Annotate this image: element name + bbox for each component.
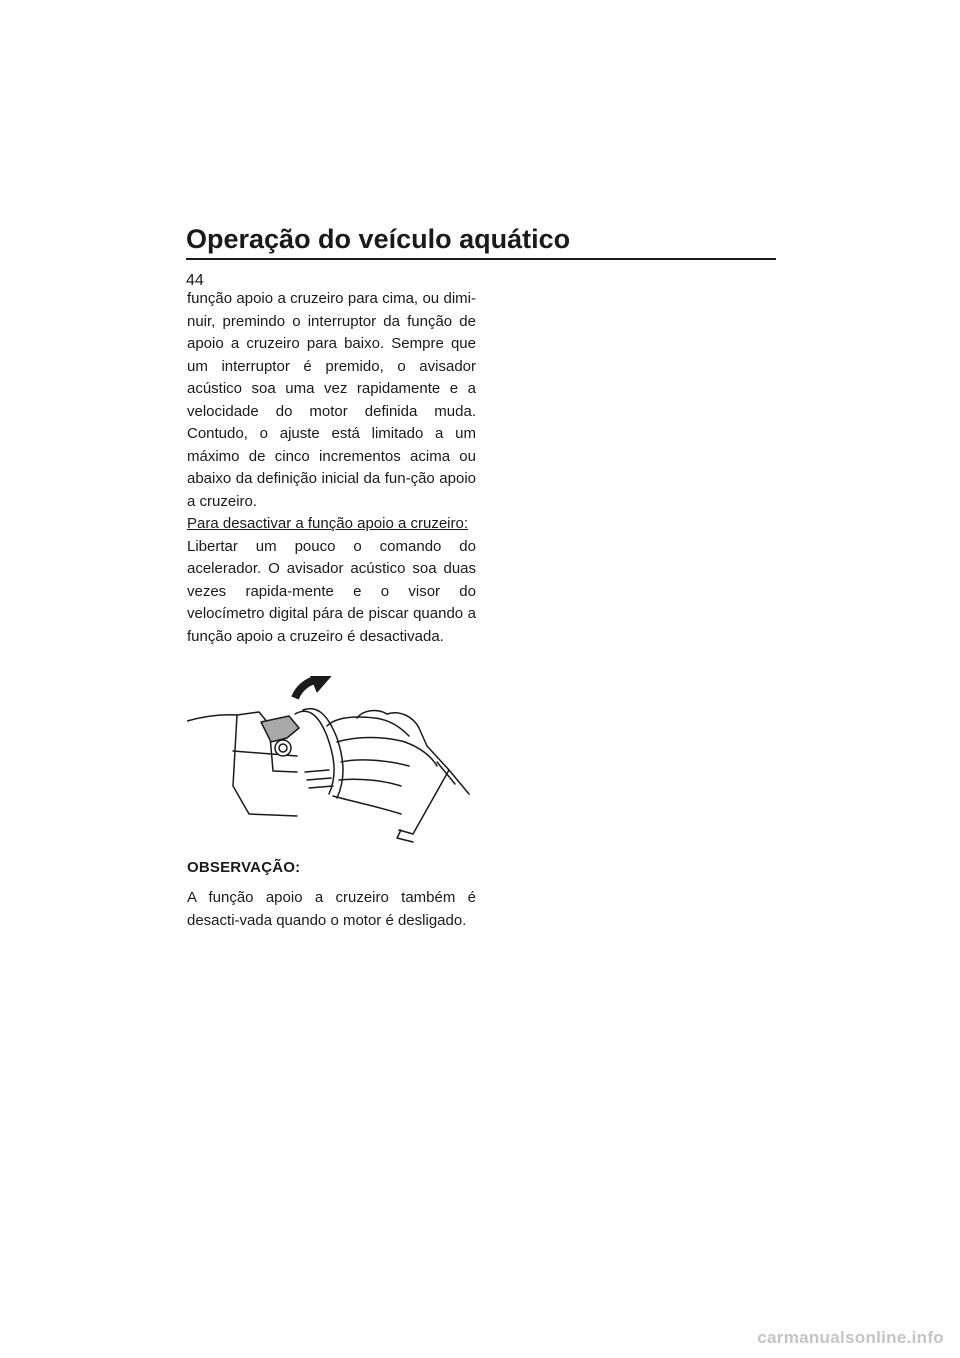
hand-releasing-throttle-lever-illustration — [187, 676, 476, 846]
body-paragraph-1: função apoio a cruzeiro para cima, ou dimi-nuir, premindo o interruptor da função de apoio a cruzeiro para baixo. Sempre que um interruptor é premido, o avisador acústico soa uma vez rapidamente e a velocidade do motor definida muda. Contudo, o ajuste está limitado a um máximo de cinco incrementos acima ou abaixo da definição inicial da fun-ção apoio a cruzeiro. — [187, 290, 476, 510]
section-subheading: Para desactivar a função apoio a cruzeiro: — [187, 515, 468, 532]
note-heading: OBSERVAÇÃO: — [187, 859, 301, 876]
page-number: 44 — [186, 272, 204, 289]
text-column — [187, 288, 476, 932]
body-paragraph-2: Libertar um pouco o comando do acelerador. O avisador acústico soa duas vezes rapida-mente e o visor do velocímetro digital pára de piscar quando a função apoio a cruzeiro é desactivada. — [187, 537, 476, 645]
note-text: A função apoio a cruzeiro também é desacti-vada quando o motor é desligado. — [187, 889, 476, 929]
page-header — [186, 226, 776, 260]
release-direction-arrow-icon — [295, 680, 315, 698]
page-title: Operação do veículo aquático — [186, 224, 571, 254]
watermark: carmanualsonline.info — [757, 1328, 944, 1347]
